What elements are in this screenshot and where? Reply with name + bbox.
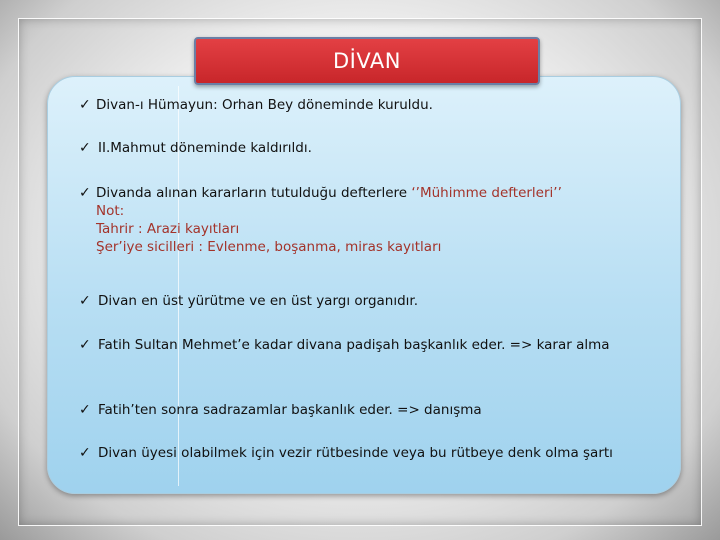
list-item-text: Divan üyesi olabilmek için vezir rütbesinde veya bu rütbeye denk olma şartı [98,445,613,461]
checkmark-icon: ✓ [79,293,91,309]
list-item [79,96,679,114]
checkmark-icon: ✓ [79,140,91,156]
page-title [194,37,540,85]
note-label: Not: [96,203,125,219]
list-item-text: Divanda alınan kararların tutulduğu defterlere [96,185,408,201]
checkmark-icon: ✓ [79,97,91,113]
list-item [79,336,649,354]
list-item-text: Divan-ı Hümayun: Orhan Bey döneminde kuruldu. [96,97,433,113]
checkmark-icon: ✓ [79,185,91,201]
list-item [79,292,679,310]
list-item-text: II.Mahmut döneminde kaldırıldı. [98,140,312,156]
page-title-text: DİVAN [333,49,401,73]
list-item [79,444,639,462]
note-line-seriye: Şer’iye sicilleri : Evlenme, boşanma, miras kayıtları [96,239,442,255]
list-item [79,139,679,157]
list-item-text: Fatih Sultan Mehmet’e kadar divana padişah başkanlık eder. => karar alma [98,337,610,353]
checkmark-icon: ✓ [79,402,91,418]
checkmark-icon: ✓ [79,337,91,353]
list-item-text: Fatih’ten sonra sadrazamlar başkanlık eder. => danışma [98,402,482,418]
mühimme-quote: ‘’Mühimme defterleri’’ [411,185,562,201]
checkmark-icon: ✓ [79,445,91,461]
list-item [79,401,679,419]
note-line-tahrir: Tahrir : Arazi kayıtları [96,221,240,237]
list-item [79,184,679,256]
list-item-text: Divan en üst yürütme ve en üst yargı organıdır. [98,293,419,309]
